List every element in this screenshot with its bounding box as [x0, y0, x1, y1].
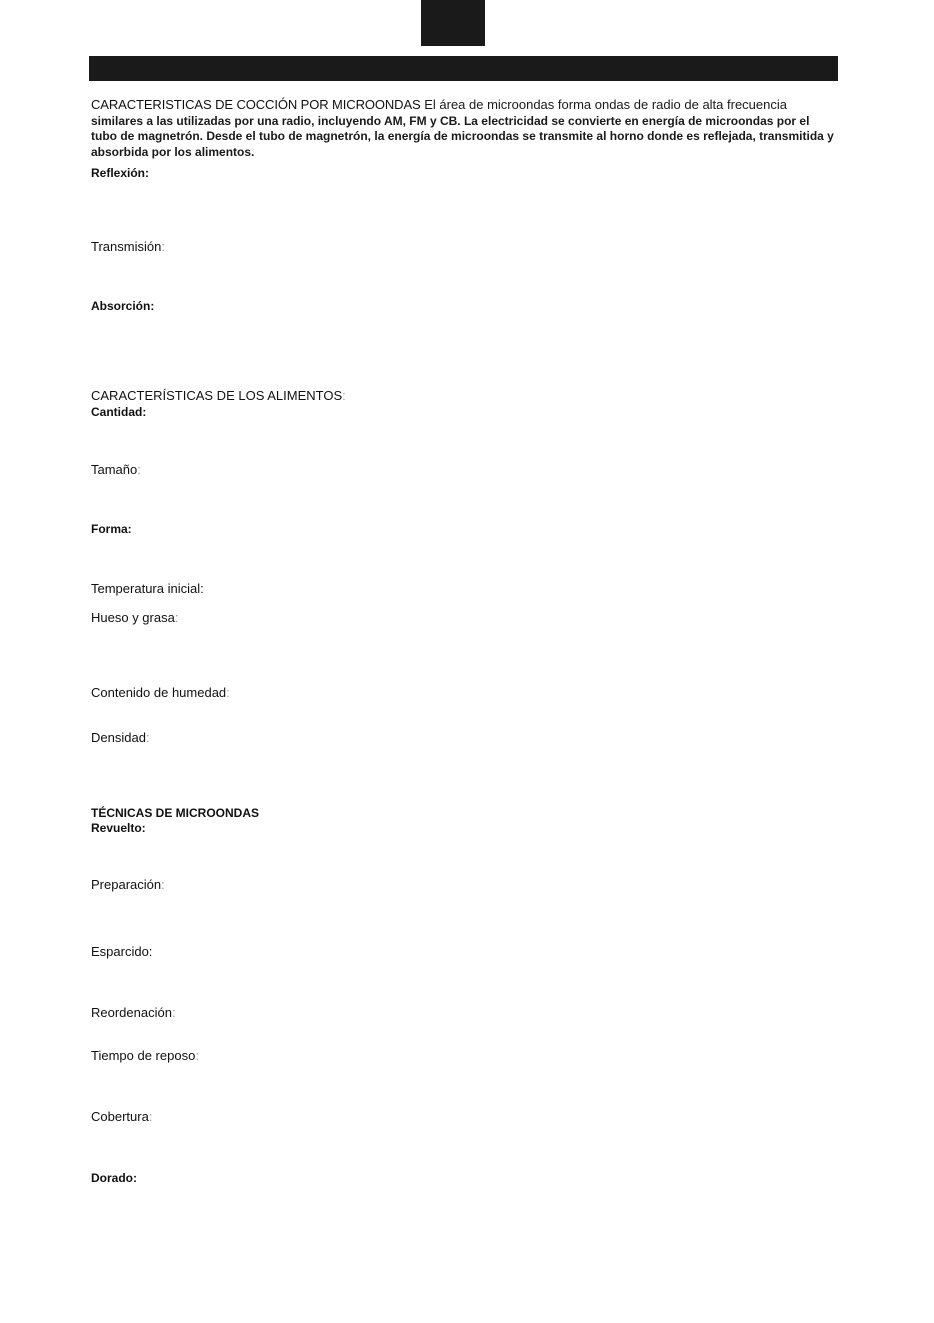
- label-contenido-text: Contenido de humedad: [91, 685, 227, 700]
- heading-tecnicas-text: TÉCNICAS DE MICROONDAS: [91, 806, 260, 820]
- label-forma: [91, 521, 132, 537]
- label-preparacion-text: Preparación: [91, 877, 162, 892]
- label-tiempo-reposo: [91, 1048, 199, 1064]
- section-header-bar: [89, 56, 838, 81]
- label-reflexion: [91, 165, 149, 181]
- faint-colon: :: [174, 610, 179, 625]
- label-cobertura: [91, 1109, 152, 1125]
- faint-colon: :: [171, 1005, 176, 1020]
- faint-colon: :: [145, 730, 150, 745]
- label-preparacion: [91, 877, 165, 893]
- faint-colon: :: [226, 685, 230, 700]
- heading-alimentos-text: CARACTERÍSTICAS DE LOS ALIMENTOS: [91, 388, 343, 403]
- label-reposo-text: Tiempo de reposo: [91, 1048, 196, 1063]
- intro-first-line-rest: El área de microondas forma ondas de radio de alta frecuencia: [420, 97, 787, 112]
- label-reordenacion: [91, 1005, 176, 1021]
- label-hueso-text: Hueso y grasa: [91, 610, 175, 625]
- label-reflexion-text: Reflexión:: [91, 166, 150, 180]
- label-dorado-text: Dorado:: [91, 1171, 137, 1185]
- label-cobertura-text: Cobertura: [91, 1109, 149, 1124]
- faint-colon: :: [195, 1048, 199, 1063]
- label-hueso-grasa: [91, 610, 178, 626]
- faint-colon: :: [137, 462, 141, 477]
- page-tab-marker: [421, 0, 485, 46]
- label-cantidad: [91, 404, 146, 420]
- label-cantidad-text: Cantidad:: [91, 405, 147, 419]
- label-forma-text: Forma:: [91, 522, 132, 536]
- label-esparcido-text: Esparcido:: [91, 944, 153, 959]
- label-revuelto-text: Revuelto:: [91, 821, 146, 835]
- label-tamano: [91, 462, 141, 478]
- intro-paragraph: [91, 97, 836, 160]
- label-temperatura-inicial: [91, 581, 204, 597]
- label-dorado: [91, 1170, 137, 1186]
- faint-colon: :: [342, 388, 346, 403]
- label-reordenacion-text: Reordenación: [91, 1005, 172, 1020]
- label-transmision: [91, 239, 165, 255]
- faint-colon: :: [161, 877, 165, 892]
- label-transmision-text: Transmisión: [91, 239, 162, 254]
- label-contenido-humedad: [91, 685, 230, 701]
- label-revuelto: [91, 820, 146, 836]
- intro-body: similares a las utilizadas por una radio, incluyendo AM, FM y CB. La electricidad se convierte en energía de microondas por el tubo de magnetrón. Desde el tubo de magnetrón, la energía de microondas se transmite al horno donde es reflejada, transmitida y absorbida por los alimentos.: [91, 113, 834, 159]
- label-tamano-text: Tamaño: [91, 462, 138, 477]
- label-densidad: [91, 730, 150, 746]
- label-densidad-text: Densidad: [91, 730, 146, 745]
- heading-caracteristicas-alimentos: [91, 388, 346, 404]
- label-temperatura-text: Temperatura inicial:: [91, 581, 204, 596]
- intro-lead: CARACTERISTICAS DE COCCIÓN POR MICROONDAS: [91, 97, 421, 112]
- faint-colon: :: [148, 1109, 153, 1124]
- label-esparcido: [91, 944, 152, 960]
- label-absorcion: [91, 298, 154, 314]
- faint-colon: :: [161, 239, 165, 254]
- heading-tecnicas-microondas: [91, 805, 259, 821]
- label-absorcion-text: Absorción:: [91, 299, 155, 313]
